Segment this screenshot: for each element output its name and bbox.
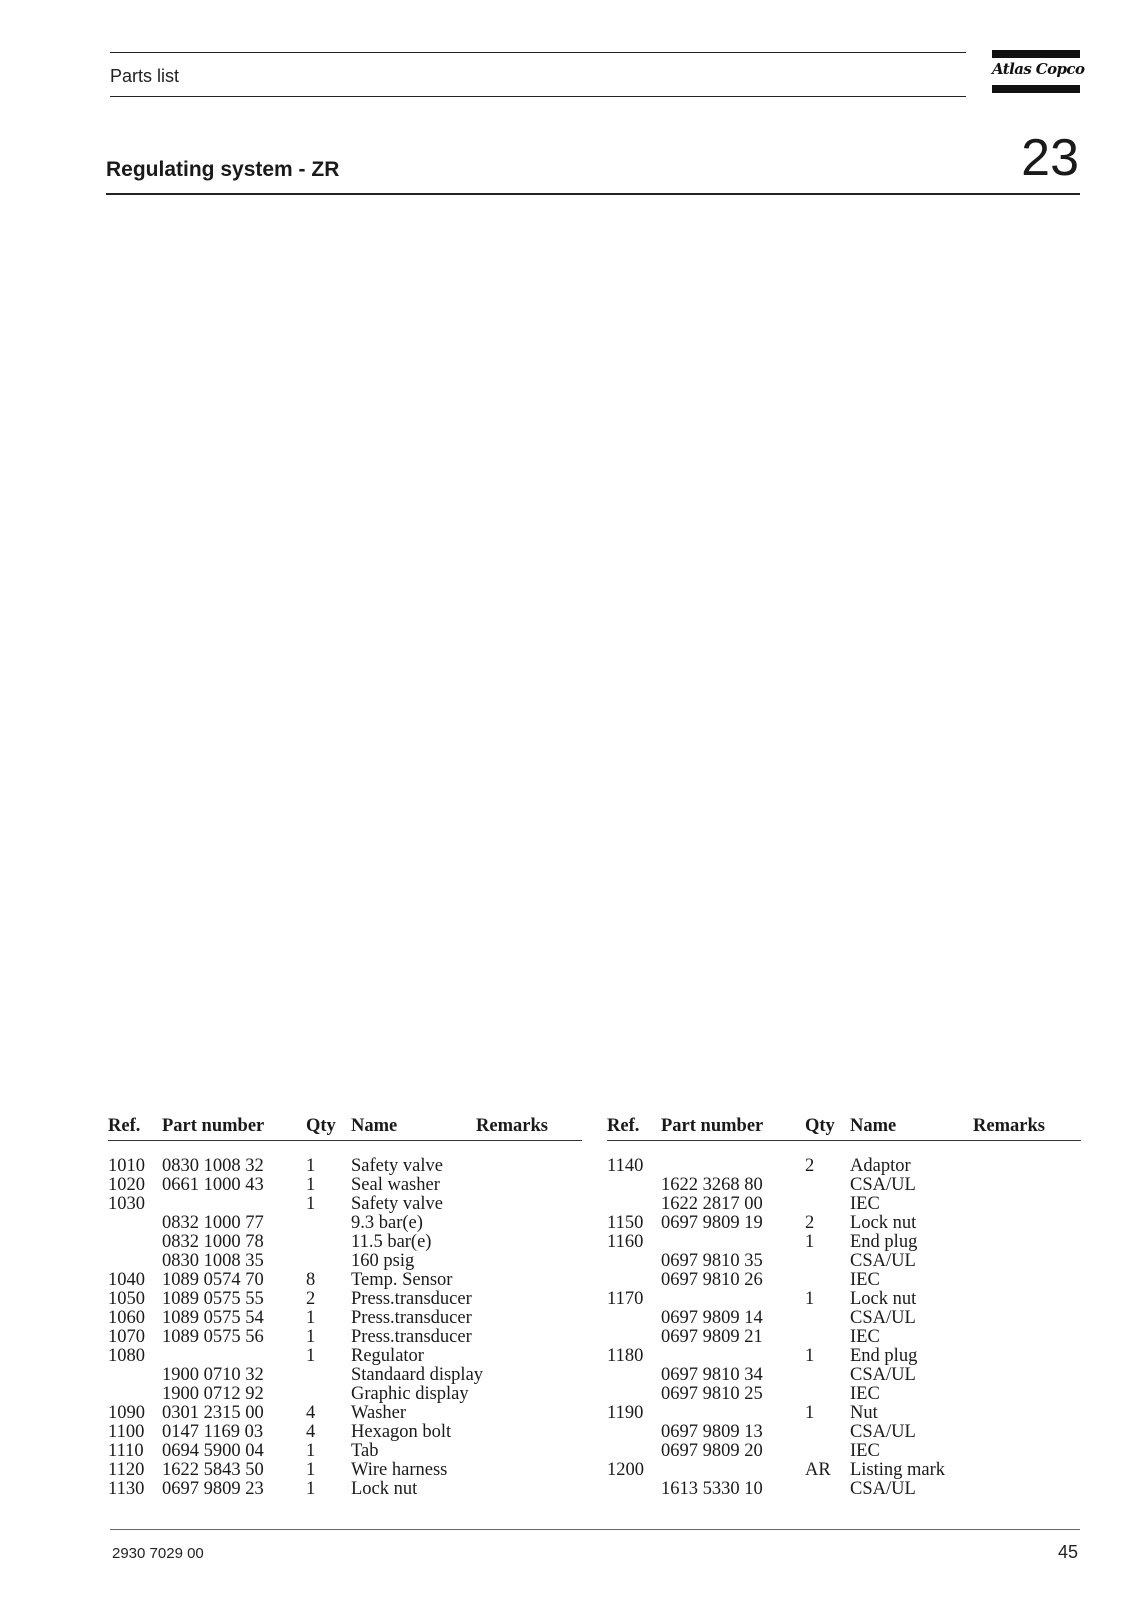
table-row bbox=[607, 1290, 1081, 1309]
table-row bbox=[607, 1252, 1081, 1271]
cell-qty: 2 bbox=[306, 1289, 316, 1309]
table-row bbox=[607, 1404, 1081, 1423]
table-row bbox=[108, 1461, 582, 1480]
cell-qty: 4 bbox=[306, 1403, 316, 1423]
cell-ref: 1130 bbox=[108, 1479, 145, 1499]
cell-name: Safety valve bbox=[351, 1194, 443, 1214]
table-row bbox=[607, 1347, 1081, 1366]
cell-qty: 1 bbox=[306, 1441, 316, 1461]
table-row bbox=[108, 1290, 582, 1309]
cell-part-number: 1089 0575 55 bbox=[162, 1289, 264, 1309]
title-rule bbox=[106, 193, 1080, 195]
table-row bbox=[108, 1233, 582, 1252]
footer-rule bbox=[110, 1529, 1080, 1530]
cell-part-number: 0832 1000 78 bbox=[162, 1232, 264, 1252]
table-row bbox=[108, 1480, 582, 1499]
table-row bbox=[607, 1309, 1081, 1328]
cell-name: Regulator bbox=[351, 1346, 424, 1366]
cell-qty: 1 bbox=[306, 1156, 316, 1176]
cell-name: Listing mark bbox=[850, 1460, 946, 1480]
parts-rows-left bbox=[108, 1157, 582, 1499]
col-header-remarks: Remarks bbox=[973, 1116, 1045, 1136]
table-row bbox=[108, 1385, 582, 1404]
table-row bbox=[108, 1214, 582, 1233]
cell-ref: 1110 bbox=[108, 1441, 144, 1461]
cell-ref: 1120 bbox=[108, 1460, 145, 1480]
cell-part-number: 0830 1008 35 bbox=[162, 1251, 264, 1271]
col-header-part-number: Part number bbox=[162, 1116, 265, 1136]
cell-name: IEC bbox=[850, 1194, 880, 1214]
page-title: Regulating system - ZR bbox=[106, 158, 340, 181]
parts-table-left bbox=[108, 1114, 582, 1499]
cell-ref: 1060 bbox=[108, 1308, 145, 1328]
cell-name: Seal washer bbox=[351, 1175, 440, 1195]
cell-ref: 1070 bbox=[108, 1327, 145, 1347]
cell-name: Hexagon bolt bbox=[351, 1422, 452, 1442]
table-row bbox=[607, 1176, 1081, 1195]
table-row bbox=[607, 1233, 1081, 1252]
table-row bbox=[607, 1214, 1081, 1233]
table-row bbox=[607, 1423, 1081, 1442]
cell-part-number: 0697 9809 14 bbox=[661, 1308, 763, 1328]
cell-name: CSA/UL bbox=[850, 1175, 916, 1195]
cell-name: 11.5 bar(e) bbox=[351, 1232, 432, 1252]
section-number: 23 bbox=[1021, 129, 1079, 187]
cell-name: Safety valve bbox=[351, 1156, 443, 1176]
cell-qty: 1 bbox=[805, 1289, 815, 1309]
cell-part-number: 0830 1008 32 bbox=[162, 1156, 264, 1176]
table-row bbox=[607, 1442, 1081, 1461]
parts-rows-right bbox=[607, 1157, 1081, 1499]
cell-name: CSA/UL bbox=[850, 1308, 916, 1328]
cell-name: 160 psig bbox=[351, 1251, 415, 1271]
col-header-remarks: Remarks bbox=[476, 1116, 548, 1136]
cell-ref: 1150 bbox=[607, 1213, 644, 1233]
cell-name: Temp. Sensor bbox=[351, 1270, 453, 1290]
cell-name: IEC bbox=[850, 1327, 880, 1347]
cell-ref: 1160 bbox=[607, 1232, 644, 1252]
cell-qty: 1 bbox=[306, 1460, 316, 1480]
table-row bbox=[607, 1480, 1081, 1499]
col-header-ref: Ref. bbox=[108, 1116, 141, 1136]
table-row bbox=[108, 1328, 582, 1347]
col-header-ref: Ref. bbox=[607, 1116, 640, 1136]
cell-name: Press.transducer bbox=[351, 1327, 472, 1347]
cell-name: Press.transducer bbox=[351, 1289, 472, 1309]
table-row bbox=[108, 1442, 582, 1461]
cell-qty: 1 bbox=[306, 1175, 316, 1195]
cell-part-number: 0697 9809 19 bbox=[661, 1213, 763, 1233]
table-row bbox=[108, 1176, 582, 1195]
logo-wordmark: Atlas Copco bbox=[992, 60, 1085, 78]
logo-bar-bottom bbox=[992, 85, 1080, 93]
table-row bbox=[108, 1157, 582, 1176]
cell-name: Washer bbox=[351, 1403, 407, 1423]
cell-part-number: 0301 2315 00 bbox=[162, 1403, 264, 1423]
cell-ref: 1040 bbox=[108, 1270, 145, 1290]
cell-name: Graphic display bbox=[351, 1384, 469, 1404]
atlas-copco-logo bbox=[992, 50, 1085, 94]
table-row bbox=[607, 1328, 1081, 1347]
cell-qty: 8 bbox=[306, 1270, 316, 1290]
cell-ref: 1200 bbox=[607, 1460, 644, 1480]
table-row bbox=[108, 1271, 582, 1290]
cell-name: IEC bbox=[850, 1441, 880, 1461]
cell-qty: 1 bbox=[306, 1346, 316, 1366]
table-row bbox=[108, 1423, 582, 1442]
header-rule-bottom bbox=[110, 96, 966, 97]
cell-ref: 1190 bbox=[607, 1403, 644, 1423]
cell-qty: 1 bbox=[805, 1346, 815, 1366]
table-row bbox=[607, 1385, 1081, 1404]
cell-ref: 1080 bbox=[108, 1346, 145, 1366]
table-row bbox=[108, 1347, 582, 1366]
cell-ref: 1140 bbox=[607, 1156, 644, 1176]
cell-part-number: 0697 9810 26 bbox=[661, 1270, 763, 1290]
cell-ref: 1010 bbox=[108, 1156, 145, 1176]
section-label: Parts list bbox=[110, 66, 180, 86]
cell-ref: 1100 bbox=[108, 1422, 145, 1442]
cell-part-number: 0832 1000 77 bbox=[162, 1213, 264, 1233]
cell-ref: 1090 bbox=[108, 1403, 145, 1423]
col-header-qty: Qty bbox=[306, 1116, 336, 1136]
cell-name: End plug bbox=[850, 1232, 918, 1252]
cell-part-number: 1622 5843 50 bbox=[162, 1460, 264, 1480]
cell-part-number: 0147 1169 03 bbox=[162, 1422, 264, 1442]
cell-qty: 2 bbox=[805, 1213, 815, 1233]
cell-name: Tab bbox=[351, 1441, 379, 1461]
cell-part-number: 1089 0574 70 bbox=[162, 1270, 264, 1290]
parts-table-header bbox=[607, 1114, 1081, 1141]
parts-table-header bbox=[108, 1114, 582, 1141]
cell-part-number: 0697 9810 25 bbox=[661, 1384, 763, 1404]
cell-ref: 1170 bbox=[607, 1289, 644, 1309]
col-header-name: Name bbox=[351, 1116, 398, 1136]
cell-part-number: 0697 9809 21 bbox=[661, 1327, 763, 1347]
cell-name: Nut bbox=[850, 1403, 878, 1423]
table-row bbox=[607, 1366, 1081, 1385]
cell-part-number: 0697 9810 34 bbox=[661, 1365, 763, 1385]
document-number: 2930 7029 00 bbox=[112, 1545, 204, 1562]
cell-ref: 1180 bbox=[607, 1346, 644, 1366]
parts-table-right bbox=[607, 1114, 1081, 1499]
cell-ref: 1030 bbox=[108, 1194, 145, 1214]
table-row bbox=[607, 1461, 1081, 1480]
cell-ref: 1020 bbox=[108, 1175, 145, 1195]
cell-name: Lock nut bbox=[850, 1289, 917, 1309]
cell-part-number: 0697 9809 13 bbox=[661, 1422, 763, 1442]
header-rule-top bbox=[110, 52, 966, 53]
cell-name: Standaard display bbox=[351, 1365, 484, 1385]
cell-part-number: 1900 0712 92 bbox=[162, 1384, 264, 1404]
cell-name: IEC bbox=[850, 1384, 880, 1404]
cell-part-number: 0694 5900 04 bbox=[162, 1441, 264, 1461]
col-header-name: Name bbox=[850, 1116, 897, 1136]
cell-qty: 2 bbox=[805, 1156, 815, 1176]
cell-part-number: 1089 0575 54 bbox=[162, 1308, 264, 1328]
table-row bbox=[108, 1309, 582, 1328]
cell-name: CSA/UL bbox=[850, 1251, 916, 1271]
table-row bbox=[607, 1157, 1081, 1176]
cell-name: IEC bbox=[850, 1270, 880, 1290]
table-row bbox=[108, 1252, 582, 1271]
cell-name: CSA/UL bbox=[850, 1422, 916, 1442]
cell-name: CSA/UL bbox=[850, 1479, 916, 1499]
cell-name: Adaptor bbox=[850, 1156, 911, 1176]
table-row bbox=[607, 1195, 1081, 1214]
cell-qty: 1 bbox=[306, 1194, 316, 1214]
cell-name: 9.3 bar(e) bbox=[351, 1213, 423, 1233]
cell-name: Wire harness bbox=[351, 1460, 448, 1480]
cell-part-number: 1089 0575 56 bbox=[162, 1327, 264, 1347]
col-header-qty: Qty bbox=[805, 1116, 835, 1136]
page-number: 45 bbox=[1057, 1542, 1078, 1562]
cell-qty: 4 bbox=[306, 1422, 316, 1442]
table-row bbox=[607, 1271, 1081, 1290]
cell-part-number: 1900 0710 32 bbox=[162, 1365, 264, 1385]
cell-name: Lock nut bbox=[351, 1479, 418, 1499]
cell-name: End plug bbox=[850, 1346, 918, 1366]
table-row bbox=[108, 1366, 582, 1385]
logo-bar-top bbox=[992, 50, 1080, 58]
cell-qty: 1 bbox=[805, 1403, 815, 1423]
cell-ref: 1050 bbox=[108, 1289, 145, 1309]
cell-part-number: 1613 5330 10 bbox=[661, 1479, 763, 1499]
cell-qty: 1 bbox=[306, 1308, 316, 1328]
cell-name: Press.transducer bbox=[351, 1308, 472, 1328]
cell-name: Lock nut bbox=[850, 1213, 917, 1233]
cell-qty: 1 bbox=[805, 1232, 815, 1252]
cell-part-number: 0697 9809 20 bbox=[661, 1441, 763, 1461]
cell-part-number: 0697 9809 23 bbox=[162, 1479, 264, 1499]
col-header-part-number: Part number bbox=[661, 1116, 764, 1136]
table-row bbox=[108, 1195, 582, 1214]
cell-part-number: 0661 1000 43 bbox=[162, 1175, 264, 1195]
cell-name: CSA/UL bbox=[850, 1365, 916, 1385]
cell-part-number: 0697 9810 35 bbox=[661, 1251, 763, 1271]
cell-qty: 1 bbox=[306, 1479, 316, 1499]
cell-part-number: 1622 3268 80 bbox=[661, 1175, 763, 1195]
cell-qty: 1 bbox=[306, 1327, 316, 1347]
cell-part-number: 1622 2817 00 bbox=[661, 1194, 763, 1214]
cell-qty: AR bbox=[805, 1460, 831, 1480]
table-row bbox=[108, 1404, 582, 1423]
